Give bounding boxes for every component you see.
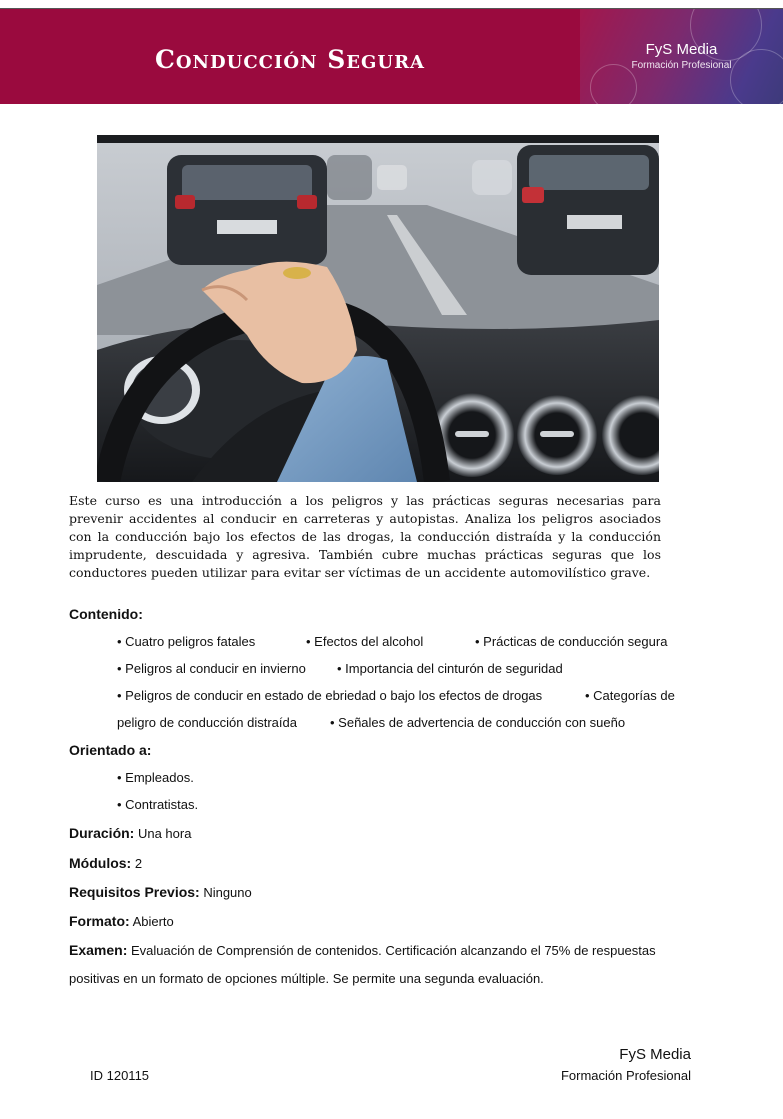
footer-brand-tagline: Formación Profesional bbox=[560, 1068, 691, 1083]
contenido-label: Contenido: bbox=[69, 606, 143, 622]
examen-row bbox=[69, 942, 656, 960]
examen-text-continued: positivas en un formato de opciones múltiple. Se permite una segunda evaluación. bbox=[69, 971, 544, 986]
header-brand-panel bbox=[580, 9, 783, 104]
header-banner bbox=[0, 9, 783, 104]
duracion-row bbox=[69, 825, 191, 843]
duracion-label: Duración: bbox=[69, 825, 135, 841]
document-id: ID 120115 bbox=[90, 1068, 150, 1083]
modulos-label: Módulos: bbox=[69, 855, 132, 871]
contenido-item: • Categorías de bbox=[585, 688, 675, 703]
orientado-item: • Empleados. bbox=[117, 770, 194, 785]
modulos-row bbox=[69, 855, 142, 873]
requisitos-row bbox=[69, 884, 252, 902]
orientado-label: Orientado a: bbox=[69, 742, 152, 758]
modulos-value: 2 bbox=[131, 856, 143, 871]
header-title-panel bbox=[0, 9, 580, 104]
examen-text: Evaluación de Comprensión de contenidos. Certificación alcanzando el 75% de respuestas bbox=[127, 943, 656, 958]
formato-label: Formato: bbox=[69, 913, 130, 929]
contenido-item: • Prácticas de conducción segura bbox=[475, 634, 668, 649]
brand-name: FyS Media bbox=[645, 41, 718, 58]
duracion-value: Una hora bbox=[134, 826, 192, 841]
contenido-item: • Cuatro peligros fatales bbox=[117, 634, 256, 649]
contenido-item: • Peligros al conducir en invierno bbox=[117, 661, 306, 676]
contenido-item: • Efectos del alcohol bbox=[306, 634, 424, 649]
requisitos-label: Requisitos Previos: bbox=[69, 884, 200, 900]
contenido-item: • Peligros de conducir en estado de ebriedad o bajo los efectos de drogas bbox=[117, 688, 543, 703]
contenido-item: • Importancia del cinturón de seguridad bbox=[337, 661, 563, 676]
formato-row bbox=[69, 913, 174, 931]
page-title: Conducción Segura bbox=[154, 45, 425, 74]
examen-label: Examen: bbox=[69, 942, 128, 958]
orientado-item: • Contratistas. bbox=[117, 797, 199, 812]
footer-brand-name: FyS Media bbox=[619, 1046, 691, 1063]
formato-value: Abierto bbox=[129, 914, 174, 929]
contenido-item: • Señales de advertencia de conducción con sueño bbox=[330, 715, 626, 730]
contenido-item: peligro de conducción distraída bbox=[117, 715, 297, 730]
brand-tagline: Formación Profesional bbox=[631, 60, 732, 71]
driver-hand-on-steering-wheel-traffic-photo bbox=[97, 135, 659, 482]
requisitos-value: Ninguno bbox=[199, 885, 252, 900]
course-description: Este curso es una introducción a los peligros y las prácticas seguras necesarias para prevenir accidentes al conducir en carreteras y autopistas. Analiza los peligros asociados con la conducción bajo los efectos de las drogas, la conducción distraída y la conducción imprudente, descuidada y agresiva. También cubre muchas prácticas seguras que los conductores pueden utilizar para evitar ser víctimas de un accidente automovilístico grave. bbox=[69, 493, 661, 580]
